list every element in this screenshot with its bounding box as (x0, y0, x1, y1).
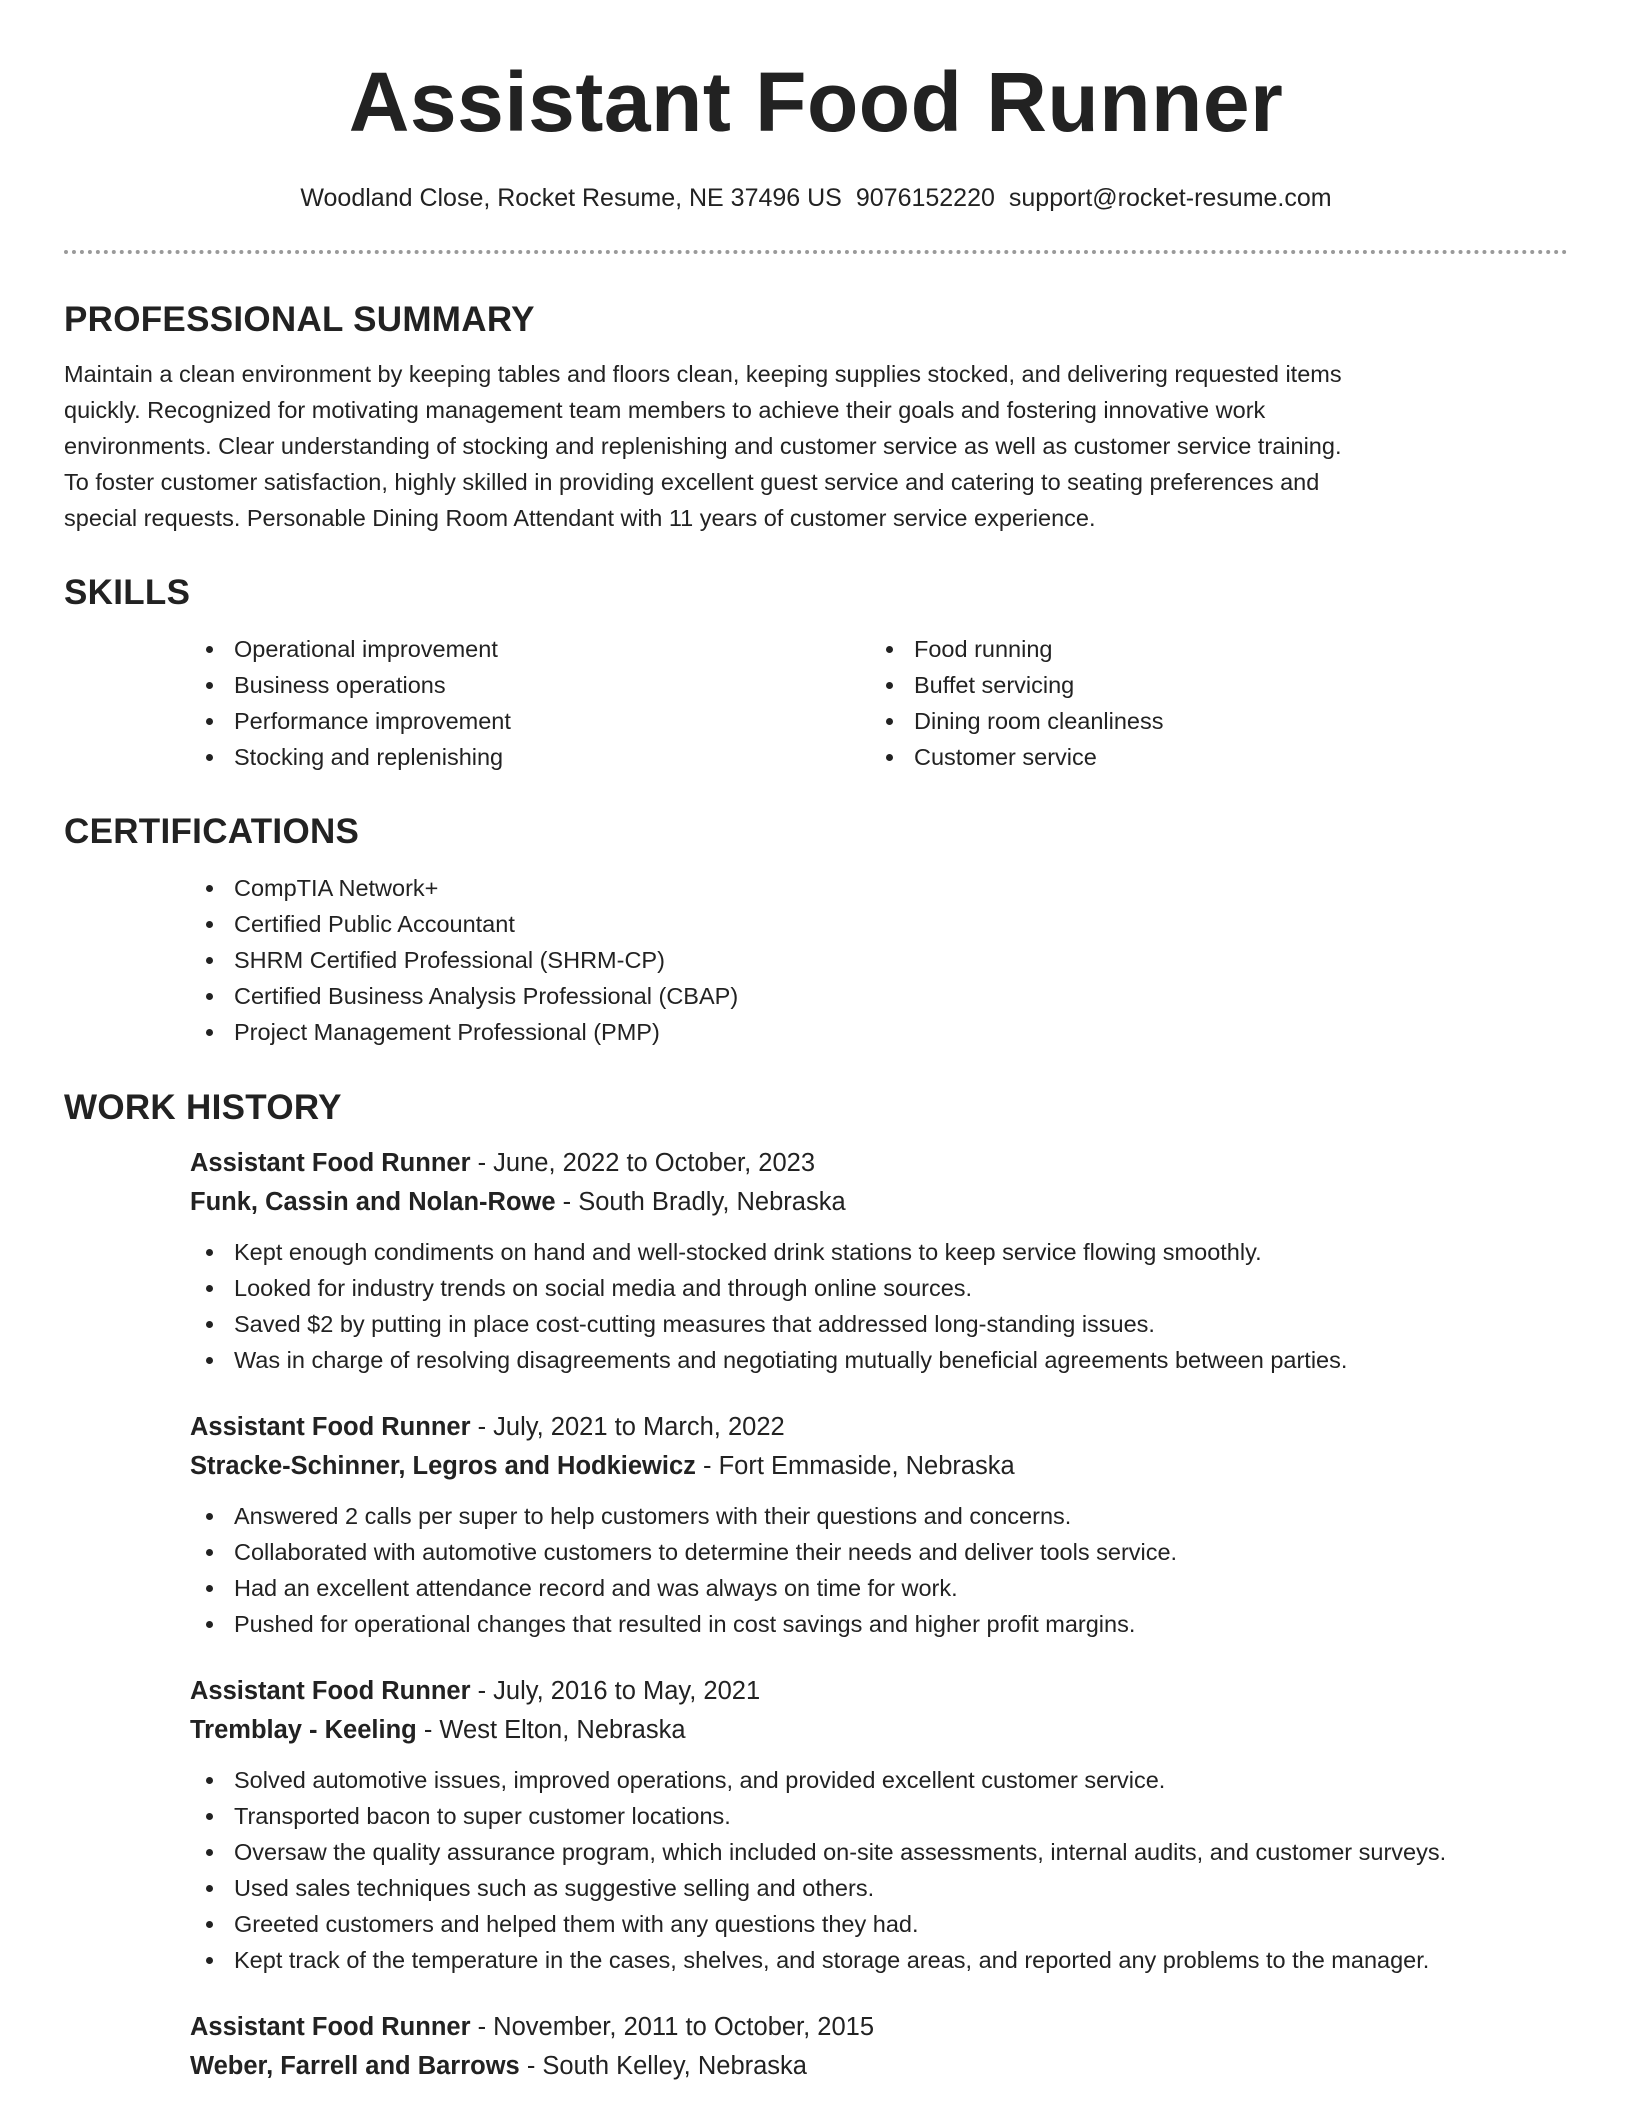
job-bullets (190, 1498, 1568, 1642)
job-location: - West Elton, Nebraska (416, 1716, 686, 1744)
skill-item: Food running (870, 631, 1550, 667)
contact-address: Woodland Close, Rocket Resume, NE 37496 US (300, 184, 842, 212)
job-bullet: Saved $2 by putting in place cost-cutting measures that addressed long-standing issues. (190, 1306, 1568, 1342)
job-bullet: Oversaw the quality assurance program, which included on-site assessments, internal audits, and customer surveys. (190, 1834, 1568, 1870)
skill-item: Dining room cleanliness (870, 703, 1550, 739)
header-divider (64, 250, 1568, 254)
skill-item: Operational improvement (190, 631, 870, 667)
job-entry (190, 1408, 1568, 1642)
job-bullet: Solved automotive issues, improved operations, and provided excellent customer service. (190, 1762, 1568, 1798)
resume-name: Assistant Food Runner (348, 55, 1284, 149)
skills-title: SKILLS (64, 573, 191, 612)
skill-item: Stocking and replenishing (190, 739, 870, 775)
skill-item: Business operations (190, 667, 870, 703)
certifications-title: CERTIFICATIONS (64, 812, 360, 851)
job-company-line (190, 2047, 1568, 2086)
summary-line: Maintain a clean environment by keeping tables and floors clean, keeping supplies stocked, and delivering requested items (64, 361, 1342, 387)
job-company: Stracke-Schinner, Legros and Hodkiewicz (190, 1452, 696, 1480)
job-bullet: Had an excellent attendance record and was always on time for work. (190, 1570, 1568, 1606)
job-company-line (190, 1711, 1568, 1750)
job-role: Assistant Food Runner (190, 1677, 471, 1705)
summary-line: environments. Clear understanding of stocking and replenishing and customer service as well as customer service training. (64, 433, 1342, 459)
job-company-line (190, 1183, 1568, 1222)
job-bullet: Kept enough condiments on hand and well-stocked drink stations to keep service flowing smoothly. (190, 1234, 1568, 1270)
skills-list-right (870, 631, 1550, 775)
job-location: - Fort Emmaside, Nebraska (695, 1452, 1015, 1480)
job-title-line (190, 1408, 1568, 1447)
skills-section (64, 571, 1568, 775)
skills-list-left (190, 631, 870, 775)
job-entry (190, 1144, 1568, 1378)
job-title-line (190, 2008, 1568, 2047)
skills-grid (190, 631, 1568, 775)
job-location: - South Bradly, Nebraska (555, 1188, 846, 1216)
contact-email[interactable]: support@rocket-resume.com (1008, 184, 1332, 212)
job-bullet: Used sales techniques such as suggestive selling and others. (190, 1870, 1568, 1906)
job-bullet: Looked for industry trends on social media and through online sources. (190, 1270, 1568, 1306)
job-bullets (190, 1762, 1568, 1978)
contact-line (0, 182, 1632, 214)
job-dates: - July, 2016 to May, 2021 (470, 1677, 761, 1705)
job-company: Tremblay - Keeling (190, 1716, 417, 1744)
certification-item: CompTIA Network+ (190, 870, 1568, 906)
certification-item: SHRM Certified Professional (SHRM-CP) (190, 942, 1568, 978)
job-entry (190, 1672, 1568, 1978)
work-history-title: WORK HISTORY (64, 1088, 342, 1127)
certifications-list (190, 870, 1568, 1050)
certification-item: Certified Business Analysis Professional (CBAP) (190, 978, 1568, 1014)
job-dates: - November, 2011 to October, 2015 (470, 2013, 875, 2041)
job-bullet: Answered 2 calls per super to help customers with their questions and concerns. (190, 1498, 1568, 1534)
job-company: Funk, Cassin and Nolan-Rowe (190, 1188, 556, 1216)
certifications-section (64, 810, 1568, 1050)
job-bullet: Collaborated with automotive customers to determine their needs and deliver tools service. (190, 1534, 1568, 1570)
work-history-section (64, 1086, 1568, 2086)
summary-section (64, 298, 1568, 536)
job-location: - South Kelley, Nebraska (519, 2052, 807, 2080)
job-bullet: Pushed for operational changes that resulted in cost savings and higher profit margins. (190, 1606, 1568, 1642)
job-bullet: Was in charge of resolving disagreements and negotiating mutually beneficial agreements between parties. (190, 1342, 1568, 1378)
job-dates: - June, 2022 to October, 2023 (470, 1149, 816, 1177)
job-bullets (190, 1234, 1568, 1378)
job-entry (190, 2008, 1568, 2086)
certification-item: Project Management Professional (PMP) (190, 1014, 1568, 1050)
job-bullet: Greeted customers and helped them with any questions they had. (190, 1906, 1568, 1942)
contact-phone: 9076152220 (855, 184, 995, 212)
summary-text (64, 356, 1444, 536)
summary-title: PROFESSIONAL SUMMARY (64, 300, 535, 339)
job-title-line (190, 1672, 1568, 1711)
job-role: Assistant Food Runner (190, 1413, 471, 1441)
job-company: Weber, Farrell and Barrows (190, 2052, 520, 2080)
job-role: Assistant Food Runner (190, 1149, 471, 1177)
job-bullet: Transported bacon to super customer locations. (190, 1798, 1568, 1834)
certifications-block (190, 870, 1568, 1050)
job-bullet: Kept track of the temperature in the cases, shelves, and storage areas, and reported any problems to the manager. (190, 1942, 1568, 1978)
summary-line: To foster customer satisfaction, highly skilled in providing excellent guest service and catering to seating preferences and (64, 469, 1320, 495)
job-company-line (190, 1447, 1568, 1486)
summary-line: special requests. Personable Dining Room Attendant with 11 years of customer service experience. (64, 505, 1096, 531)
skill-item: Buffet servicing (870, 667, 1550, 703)
skill-item: Customer service (870, 739, 1550, 775)
skill-item: Performance improvement (190, 703, 870, 739)
job-role: Assistant Food Runner (190, 2013, 471, 2041)
summary-line: quickly. Recognized for motivating management team members to achieve their goals and fostering innovative work (64, 397, 1266, 423)
job-dates: - July, 2021 to March, 2022 (470, 1413, 785, 1441)
certification-item: Certified Public Accountant (190, 906, 1568, 942)
job-title-line (190, 1144, 1568, 1183)
